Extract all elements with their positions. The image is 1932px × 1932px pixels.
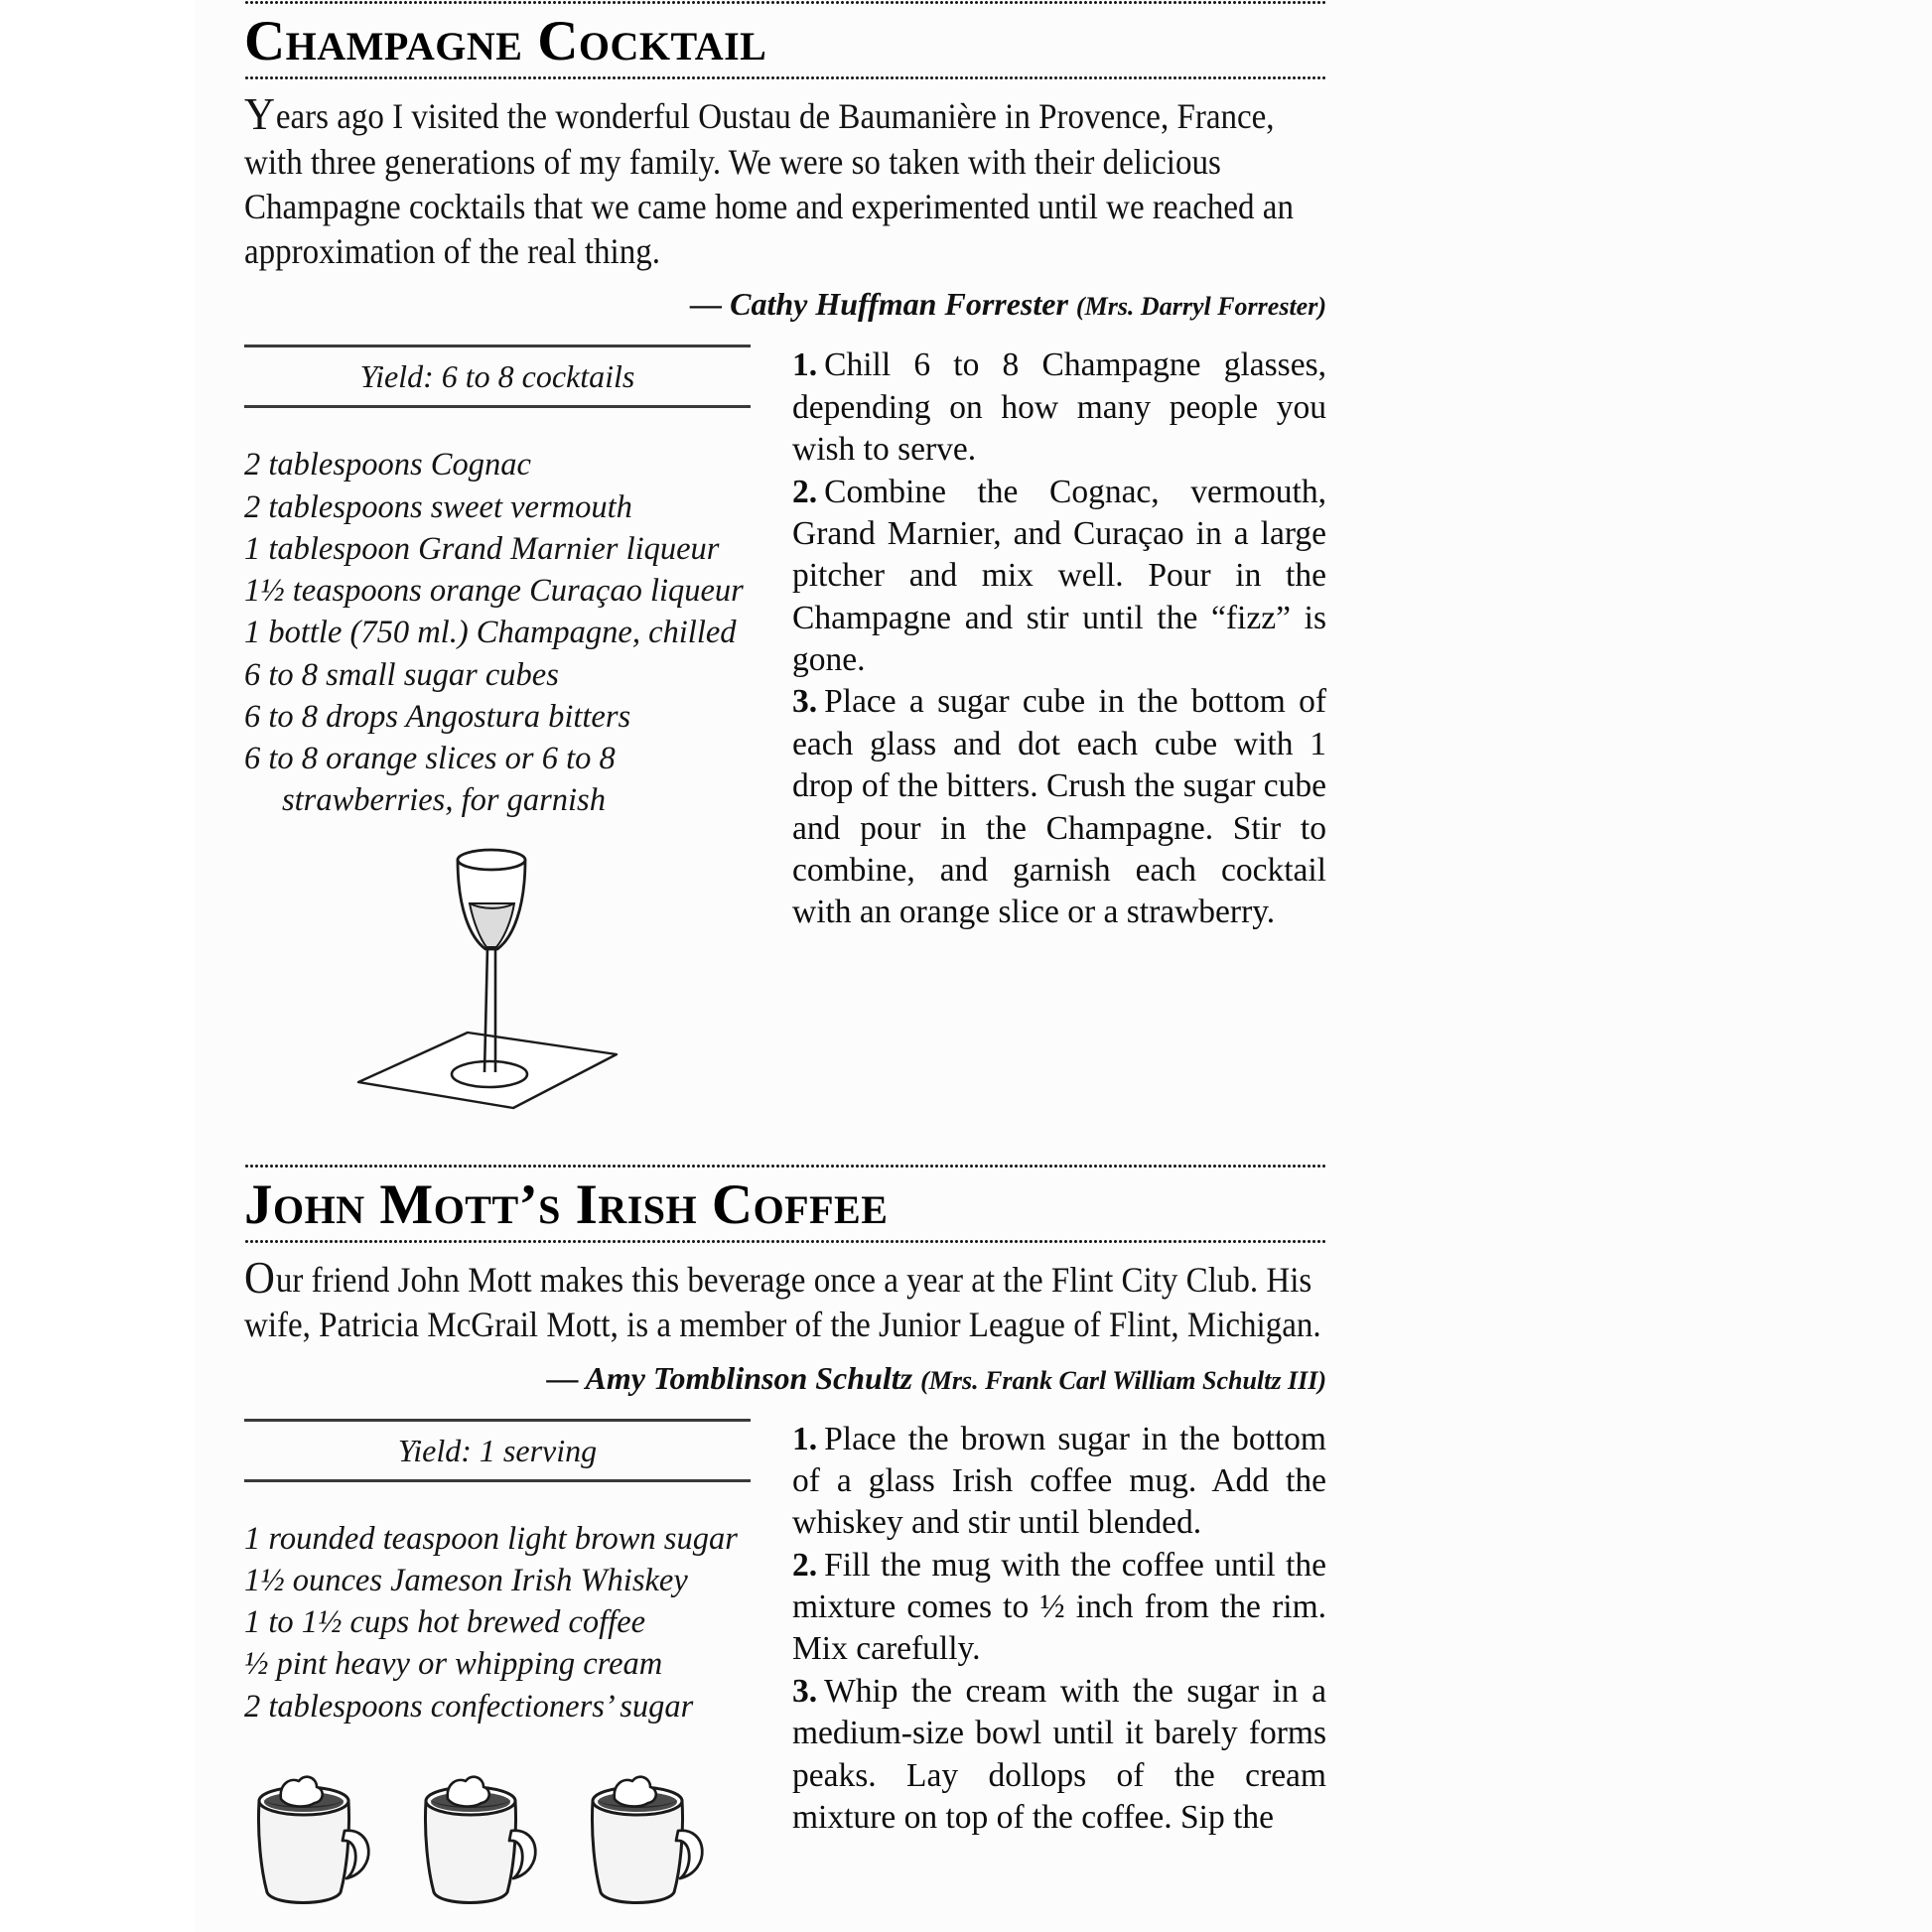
title-word-initial-2: C xyxy=(537,10,579,72)
attribution-dash: — xyxy=(546,1359,579,1396)
ingredients-column xyxy=(244,345,751,1125)
recipe-john-motts-irish-coffee xyxy=(244,1164,1326,1912)
yield-label: Yield: 6 to 8 cocktails xyxy=(359,358,635,395)
attribution-dash: — xyxy=(690,286,723,323)
recipe-body xyxy=(244,345,1326,1125)
title-rule-top xyxy=(244,0,1326,5)
instruction-list xyxy=(792,1419,1326,1840)
intro-text: ears ago I visited the wonderful Oustau de Baumanière in Provence, France, with three generations of my family. We were so taken with their delicious Champagne cocktails that we came home and experimented until we reached an approximation of the real thing. xyxy=(244,96,1294,272)
ingredient-item: 6 to 8 small sugar cubes xyxy=(244,656,559,693)
ingredient-item: 1 bottle (750 ml.) Champagne, chilled xyxy=(244,615,737,651)
step-text: Fill the mug with the coffee until the mixture comes to ½ inch from the rim. Mix carefully. xyxy=(792,1546,1326,1668)
instruction-step xyxy=(792,1545,1326,1671)
instructions-column xyxy=(792,1419,1326,1912)
instruction-step xyxy=(792,1419,1326,1545)
step-number: 3. xyxy=(792,683,818,721)
yield-rule-bottom xyxy=(244,405,751,408)
intro-dropcap: O xyxy=(244,1252,275,1304)
recipe-champagne-cocktail xyxy=(244,0,1326,1126)
title-initial-j: J xyxy=(244,1173,273,1236)
step-number: 1. xyxy=(792,1420,818,1457)
step-text: Chill 6 to 8 Champagne glasses, depending on how many people you wish to serve. xyxy=(792,346,1326,469)
instruction-step xyxy=(792,345,1326,471)
attribution-name: Cathy Huffman Forrester xyxy=(730,286,1068,323)
yield-rule-bottom xyxy=(244,1479,751,1482)
recipe-title: John Mott’s Irish Coffee xyxy=(244,1173,889,1236)
instruction-list xyxy=(792,345,1326,933)
step-number: 1. xyxy=(792,346,818,384)
intro-text: ur friend John Mott makes this beverage once a year at the Flint City Club. His wife, Patricia McGrail Mott, is a member of the Junior League of Flint, Michigan. xyxy=(244,1260,1321,1345)
column-gutter xyxy=(751,1419,792,1912)
ingredient-item: 1½ teaspoons orange Curaçao liqueur xyxy=(244,573,744,610)
ingredient-list xyxy=(244,444,751,821)
title-initial-i: I xyxy=(575,1173,599,1236)
ingredient-item: 1 tablespoon Grand Marnier liqueur xyxy=(244,530,720,567)
title-rule-bottom xyxy=(244,1239,1326,1244)
title-rule-bottom xyxy=(244,75,1326,80)
ingredient-item: 2 tablespoons Cognac xyxy=(244,447,531,483)
ingredient-item: 6 to 8 drops Angostura bitters xyxy=(244,698,631,735)
title-initial-m: M xyxy=(379,1173,434,1236)
step-text: Whip the cream with the sugar in a medium-size bowl until it barely forms peaks. Lay dollops of the cream mixture on top of the coffee. Sip the xyxy=(792,1672,1326,1836)
step-text: Place the brown sugar in the bottom of a glass Irish coffee mug. Add the whiskey and stir until blended. xyxy=(792,1420,1326,1542)
recipe-intro xyxy=(244,1252,1324,1348)
instruction-step xyxy=(792,472,1326,682)
recipe-attribution xyxy=(244,1360,1326,1397)
ingredient-item: 2 tablespoons sweet vermouth xyxy=(244,488,632,525)
ingredient-item: 1 to 1½ cups hot brewed coffee xyxy=(244,1604,646,1641)
title-initial-c: C xyxy=(711,1173,754,1236)
attribution-name: Amy Tomblinson Schultz xyxy=(585,1359,913,1396)
ingredient-item: ½ pint heavy or whipping cream xyxy=(244,1646,663,1683)
step-number: 2. xyxy=(792,1546,818,1584)
title-rule-top xyxy=(244,1164,1326,1169)
instruction-step xyxy=(792,1671,1326,1840)
recipe-title: Champagne Cocktail xyxy=(244,10,767,72)
ingredient-list xyxy=(244,1518,751,1727)
instruction-step xyxy=(792,681,1326,933)
step-number: 3. xyxy=(792,1672,818,1710)
champagne-flute-illustration xyxy=(244,838,751,1126)
ingredient-item-continuation: strawberries, for garnish xyxy=(282,782,606,819)
page-content-column xyxy=(244,0,1326,1912)
column-gutter xyxy=(751,345,792,1125)
recipe-intro xyxy=(244,88,1324,274)
recipe-body xyxy=(244,1419,1326,1912)
intro-dropcap: Y xyxy=(244,88,275,140)
recipe-attribution xyxy=(244,286,1326,323)
attribution-spouse: (Mrs. Darryl Forrester) xyxy=(1075,292,1326,322)
step-text: Combine the Cognac, vermouth, Grand Marnier, and Curaçao in a large pitcher and mix well. Pour in the Champagne and stir until the “fizz” is gone. xyxy=(792,473,1326,679)
ingredient-item: 6 to 8 orange slices or 6 to 8 xyxy=(244,741,616,777)
instructions-column xyxy=(792,345,1326,1125)
irish-coffee-mugs-illustration xyxy=(244,1763,751,1912)
attribution-spouse: (Mrs. Frank Carl William Schultz III) xyxy=(920,1365,1326,1395)
ingredient-item: 1 rounded teaspoon light brown sugar xyxy=(244,1520,738,1557)
title-word-initial: C xyxy=(244,10,286,72)
step-number: 2. xyxy=(792,473,818,510)
ingredient-item: 2 tablespoons confectioners’ sugar xyxy=(244,1688,694,1725)
step-text: Place a sugar cube in the bottom of each glass and dot each cube with 1 drop of the bitters. Crush the sugar cube and pour in the Champagne. Stir to combine, and garnish each cocktail with an orange slice or a strawberry. xyxy=(792,683,1326,931)
ingredients-column xyxy=(244,1419,751,1912)
yield-label: Yield: 1 serving xyxy=(397,1432,598,1468)
ingredient-item: 1½ ounces Jameson Irish Whiskey xyxy=(244,1562,688,1598)
